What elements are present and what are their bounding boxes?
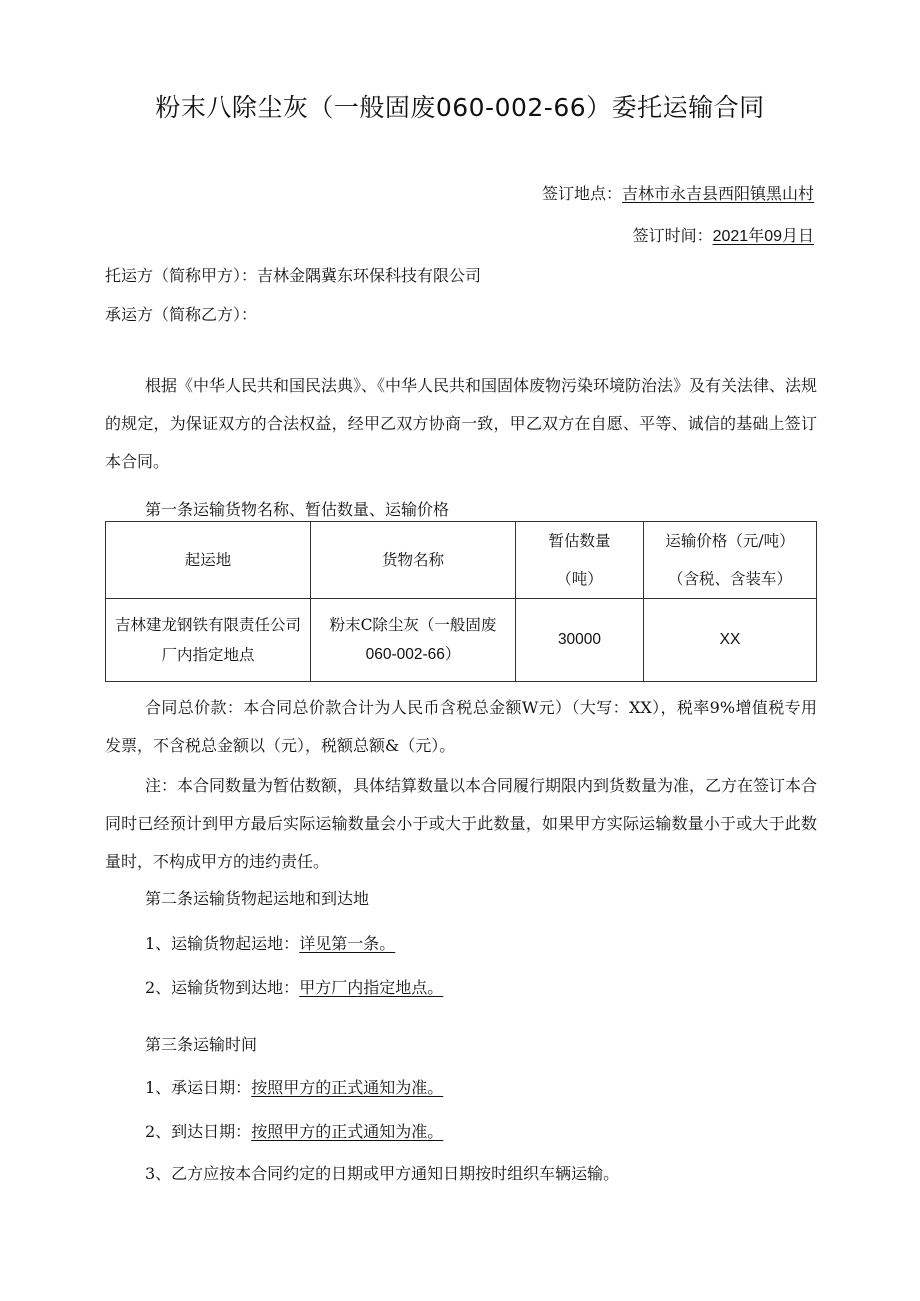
cell-goods-line1: 粉末C除尘灰（一般固废 bbox=[329, 616, 497, 634]
note-paragraph bbox=[105, 767, 817, 881]
intro-paragraph bbox=[105, 367, 817, 481]
cell-origin bbox=[106, 599, 311, 682]
a2-item1-label: 1、运输货物起运地： bbox=[145, 934, 300, 953]
note-text: 注：本合同数量为暂估数额，具体结算数量以本合同履行期限内到货数量为准，乙方在签订本合同时已经预计到甲方最后实际运输数量会小于或大于此数量，如果甲方实际运输数量小于或大于此数量时，不构成甲方的违约责任。 bbox=[105, 776, 818, 871]
goods-table bbox=[105, 521, 817, 682]
cell-price: XX bbox=[644, 599, 817, 682]
sign-time bbox=[633, 226, 814, 247]
header-price-line1: 运输价格（元/吨） bbox=[665, 532, 795, 550]
a3-item2-label: 2、到达日期： bbox=[145, 1122, 252, 1141]
sign-time-value: 2021年09月日 bbox=[712, 228, 814, 245]
sign-time-label: 签订时间： bbox=[632, 226, 713, 245]
total-price-paragraph bbox=[105, 689, 817, 765]
cell-origin-line2: 厂内指定地点 bbox=[161, 646, 255, 664]
cell-goods bbox=[311, 599, 516, 682]
a3-item3: 3、乙方应按本合同约定的日期或甲方通知日期按时组织车辆运输。 bbox=[145, 1164, 620, 1183]
a3-item2-value: 按照甲方的正式通知为准。 bbox=[251, 1122, 444, 1141]
header-qty-line1: 暂估数量 bbox=[548, 532, 611, 550]
a2-item1 bbox=[145, 934, 395, 954]
a3-item1-label: 1、承运日期： bbox=[145, 1078, 252, 1097]
header-qty-line2: （吨） bbox=[556, 570, 603, 588]
cell-qty: 30000 bbox=[516, 599, 644, 682]
cell-origin-line1: 吉林建龙钢铁有限责任公司 bbox=[114, 616, 301, 634]
total-price-text: 合同总价款：本合同总价款合计为人民币含税总金额W元）（大写：XX），税率9%增值税专用发票，不含税总金额以（元），税额总额&（元）。 bbox=[105, 698, 817, 755]
sign-place-value: 吉林市永吉县西阳镇黑山村 bbox=[621, 184, 814, 203]
header-goods: 货物名称 bbox=[311, 522, 516, 599]
table-row bbox=[106, 599, 817, 682]
a3-item1-value: 按照甲方的正式通知为准。 bbox=[251, 1078, 444, 1097]
page-title: 粉末八除尘灰（一般固废060-002-66）委托运输合同 bbox=[155, 93, 765, 122]
a3-item2 bbox=[145, 1122, 443, 1142]
cell-goods-line2: 060-002-66） bbox=[365, 646, 461, 663]
party-b: 承运方（简称乙方）： bbox=[105, 305, 258, 324]
sign-place-label: 签订地点： bbox=[541, 184, 622, 203]
header-price bbox=[644, 522, 817, 599]
a2-item2-label: 2、运输货物到达地： bbox=[145, 978, 300, 997]
header-price-line2: （含税、含装车） bbox=[667, 570, 792, 588]
article3-title: 第三条运输时间 bbox=[145, 1035, 258, 1054]
article1-title: 第一条运输货物名称、暂估数量、运输价格 bbox=[145, 500, 450, 519]
intro-text: 根据《中华人民共和国民法典》、《中华人民共和国固体废物污染环境防治法》及有关法律、法规的规定，为保证双方的合法权益，经甲乙双方协商一致，甲乙双方在自愿、平等、诚信的基础上签订本合同。 bbox=[105, 376, 818, 471]
sign-place bbox=[542, 184, 814, 204]
a2-item2-value: 甲方厂内指定地点。 bbox=[299, 978, 444, 997]
a2-item1-value: 详见第一条。 bbox=[299, 934, 396, 953]
header-origin: 起运地 bbox=[106, 522, 311, 599]
a3-item1 bbox=[145, 1078, 443, 1098]
table-header-row bbox=[106, 522, 817, 599]
party-a: 托运方（简称甲方）：吉林金隅冀东环保科技有限公司 bbox=[105, 266, 482, 285]
header-qty bbox=[516, 522, 644, 599]
a2-item2 bbox=[145, 978, 443, 998]
article2-title: 第二条运输货物起运地和到达地 bbox=[145, 889, 370, 908]
